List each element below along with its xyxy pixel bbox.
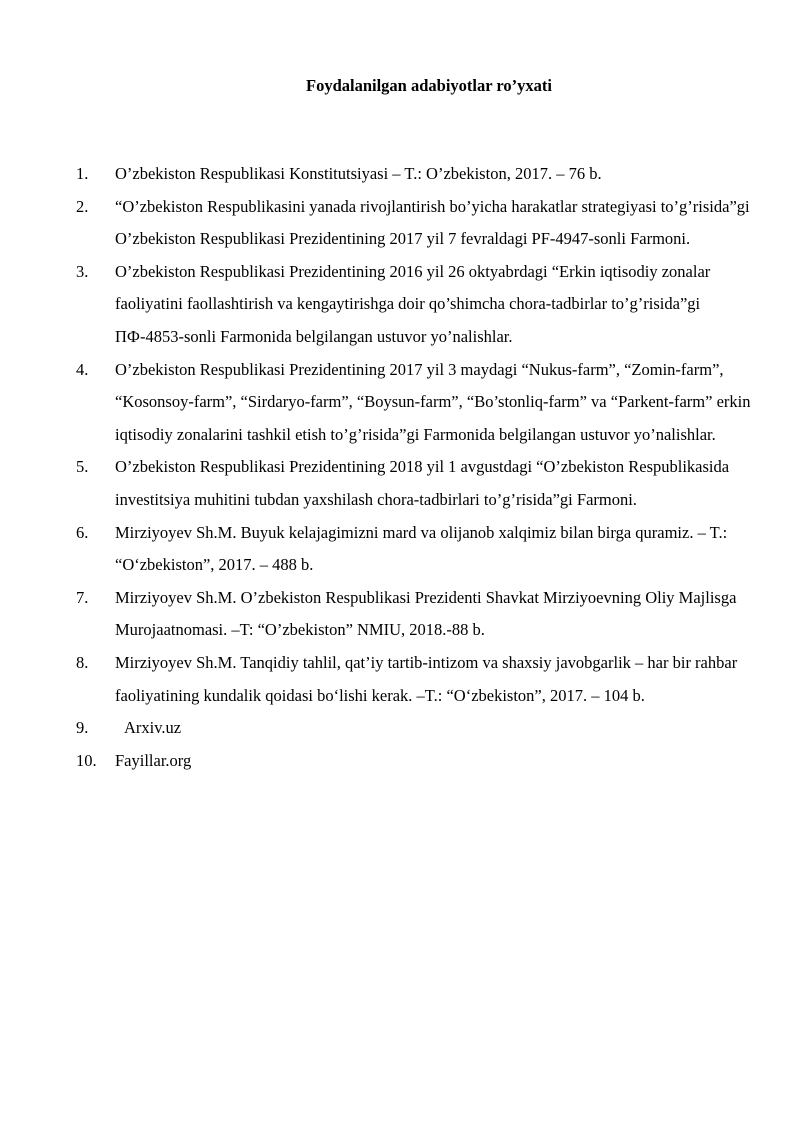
list-item-text: Mirziyoyev Sh.M. Buyuk kelajagimizni mard va olijanob xalqimiz bilan birga quramiz. – T.: “O‘zbekiston”, 2017. – 488 b. (115, 522, 728, 575)
list-item-number: 9. (76, 718, 89, 738)
list-item-number: 7. (76, 587, 89, 607)
list-item (76, 712, 756, 745)
list-item-number: 10. (76, 750, 97, 770)
references-list (76, 158, 756, 777)
list-item (76, 256, 756, 354)
list-item-text: O’zbekiston Respublikasi Prezidentining 2016 yil 26 oktyabrdagi “Erkin iqtisodiy zonalar faoliyatini faollashtirish va kengaytirishga doir qo’shimcha chora-tadbirlar to’g’risida”gi ПФ-4853-sonli Farmonida belgilangan ustuvor yo’nalishlar. (115, 261, 711, 346)
list-item-text: Fayillar.org (115, 750, 192, 770)
list-item-number: 5. (76, 457, 89, 477)
list-item-text: Mirziyoyev Sh.M. Tanqidiy tahlil, qat’iy tartib-intizom va shaxsiy javobgarlik – har bir rahbar faoliyatining kundalik qoidasi bo‘lishi kerak. –T.: “O‘zbekiston”, 2017. – 104 b. (115, 652, 738, 705)
list-item-text: Arxiv.uz (124, 718, 182, 738)
list-item (76, 745, 756, 778)
list-item-number: 2. (76, 196, 89, 216)
list-item-text: O’zbekiston Respublikasi Prezidentining 2017 yil 3 maydagi “Nukus-farm”, “Zomin-farm”, “Kosonsoy-farm”, “Sirdaryo-farm”, “Boysun-farm”, “Bo’stonliq-farm” va “Parkent-farm” erkin iqtisodiy zonalarini tashkil etish to’g’risida”gi Farmonida belgilangan ustuvor yo’nalishlar. (115, 359, 751, 444)
list-item (76, 191, 756, 256)
list-item-text: O’zbekiston Respublikasi Konstitutsiyasi – T.: O’zbekiston, 2017. – 76 b. (115, 164, 602, 183)
list-item-text: “O’zbekiston Respublikasini yanada rivojlantirish bo’yicha harakatlar strategiyasi to’g’risida”gi O’zbekiston Respublikasi Prezidentining 2017 yil 7 fevraldagi PF-4947-sonli Farmoni. (115, 196, 750, 249)
list-item-text: O’zbekiston Respublikasi Prezidentining 2018 yil 1 avgustdagi “O’zbekiston Respublikasida investitsiya muhitini tubdan yaxshilash chora-tadbirlari to’g’risida”gi Farmoni. (115, 457, 730, 509)
list-item (76, 354, 756, 452)
list-item-number: 4. (76, 359, 89, 379)
list-item-number: 3. (76, 261, 89, 281)
list-item (76, 158, 756, 191)
list-item-text: Mirziyoyev Sh.M. O’zbekiston Respublikasi Prezidenti Shavkat Mirziyoevning Oliy Majlisga Murojaatnomasi. –T: “O’zbekiston” NMIU, 2018.-88 b. (115, 587, 737, 640)
page-title: Foydalanilgan adabiyotlar ro’yxati (305, 76, 552, 95)
list-item-number: 1. (76, 164, 89, 183)
list-item-number: 6. (76, 522, 89, 542)
list-item (76, 451, 756, 516)
list-item (76, 517, 756, 582)
list-item (76, 647, 756, 712)
list-item (76, 582, 756, 647)
list-item-number: 8. (76, 652, 89, 672)
